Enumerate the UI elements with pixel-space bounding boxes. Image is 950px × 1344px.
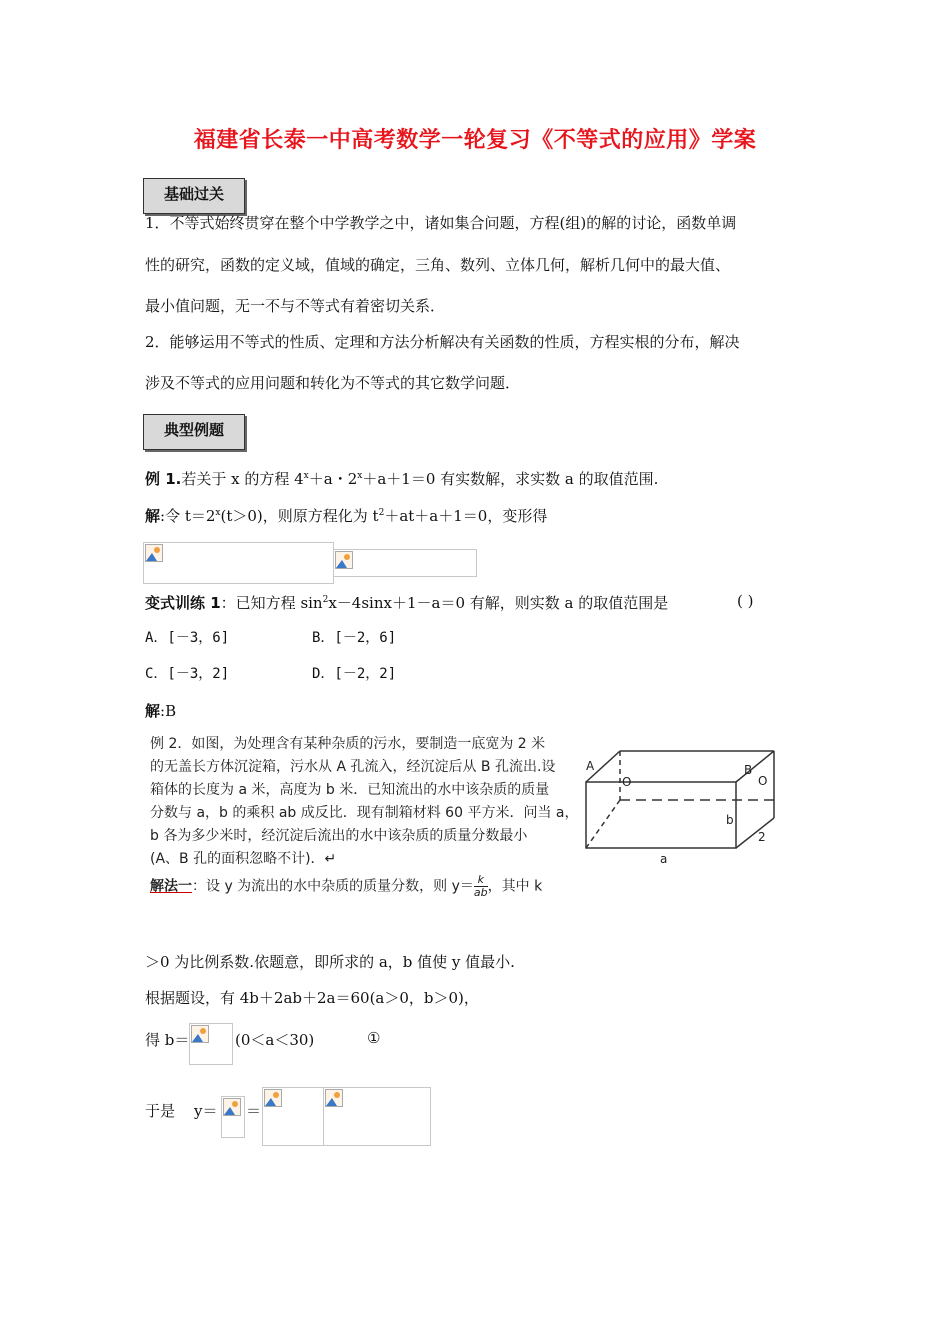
box-edge — [736, 818, 774, 848]
example1-text-c: ＋a＋1＝0 有实数解，求实数 a 的取值范围. — [362, 470, 659, 488]
solution-label: 解 — [145, 507, 161, 525]
broken-image-icon — [223, 1098, 241, 1116]
broken-image-icon — [325, 1089, 343, 1107]
example2-line6: (A、B 孔的面积忽略不计)．↵ — [150, 851, 337, 867]
continuation-line4-y: y＝ — [194, 1102, 218, 1120]
formula-image-placeholder — [189, 1023, 233, 1065]
example2-line3: 箱体的长度为 a 米，高度为 b 米．已知流出的水中该杂质的质量 — [150, 782, 550, 798]
label-B: B — [744, 763, 753, 777]
formula-image-placeholder — [262, 1087, 324, 1146]
example2-line5: b 各为多少米时，经沉淀后流出的水中该杂质的质量分数最小 — [150, 828, 528, 844]
example1-solution — [145, 505, 547, 526]
example1-sup1: x — [303, 471, 309, 481]
page-title: 福建省长泰一中高考数学一轮复习《不等式的应用》学案 — [193, 128, 757, 153]
para1-line2: 性的研究，函数的定义域，值域的确定，三角、数列、立体几何，解析几何中的最大值、 — [145, 256, 731, 274]
formula-image-placeholder — [143, 542, 334, 584]
label-a: a — [660, 852, 668, 866]
option-a: A．[－3，6] — [145, 630, 230, 646]
label-b: b — [726, 813, 734, 827]
example1-text-b: ＋a・2 — [308, 470, 358, 488]
fraction-numerator: k — [474, 874, 488, 887]
continuation-line3-start: 得 b＝ — [145, 1031, 190, 1049]
example2-solution — [150, 874, 542, 899]
equals-sign: ＝ — [246, 1102, 262, 1120]
example2-line2: 的无盖长方体沉淀箱，污水从 A 孔流入，经沉淀后从 B 孔流出.设 — [150, 759, 556, 775]
example1-sup2: x — [357, 471, 363, 481]
variant1-text-b: x－4sinx＋1－a＝0 有解，则实数 a 的取值范围是 — [328, 594, 669, 612]
solution-sup2: 2 — [378, 508, 385, 518]
example2-line4: 分数与 a，b 的乘积 ab 成反比．现有制箱材料 60 平方米．问当 a， — [150, 805, 579, 821]
solution-text-c: ＋at＋a＋1＝0，变形得 — [384, 507, 548, 525]
example1-text-a: 若关于 x 的方程 4 — [181, 470, 304, 488]
broken-image-icon — [145, 544, 163, 562]
broken-image-icon — [335, 551, 353, 569]
box-figure — [580, 745, 780, 870]
variant1-solution-label: 解 — [145, 702, 161, 720]
continuation-line3-range: (0＜a＜30) — [235, 1031, 315, 1049]
box-hidden-edge — [586, 800, 620, 848]
para2-line2: 涉及不等式的应用问题和转化为不等式的其它数学问题． — [145, 374, 521, 392]
continuation-line2: 根据题设，有 4b＋2ab＋2a＝60(a＞0，b＞0)， — [145, 989, 479, 1007]
solution-text-a: :令 t＝2 — [160, 507, 216, 525]
variant1-sup: 2 — [322, 595, 329, 605]
example2-solution-label: 解法一 — [150, 878, 192, 895]
para1-line3: 最小值问题，无一不与不等式有着密切关系． — [145, 297, 446, 315]
fraction-k-over-ab — [474, 874, 488, 899]
example2-line1: 例 2．如图，为处理含有某种杂质的污水，要制造一底宽为 2 米 — [150, 736, 546, 752]
formula-image-placeholder — [323, 1087, 431, 1146]
label-2: 2 — [758, 830, 766, 844]
label-O-left: O — [622, 775, 632, 789]
para1-line1: 1．不等式始终贯穿在整个中学教学之中，诸如集合问题，方程(组)的解的讨论，函数单调 — [145, 214, 737, 232]
para2-line1: 2．能够运用不等式的性质、定理和方法分析解决有关函数的性质，方程实根的分布，解决 — [145, 333, 740, 351]
solution-sup: x — [215, 508, 221, 518]
example2-block — [150, 733, 580, 871]
option-d: D．[－2，2] — [312, 666, 397, 682]
fraction-denominator: ab — [473, 886, 488, 899]
label-O-right: O — [758, 774, 768, 788]
variant1-solution — [145, 700, 176, 721]
broken-image-icon — [191, 1025, 209, 1043]
section-label-basics: 基础过关 — [143, 178, 245, 214]
option-c: C．[－3，2] — [145, 666, 230, 682]
continuation-line4-start: 于是 — [145, 1102, 176, 1120]
variant1-question — [145, 592, 668, 613]
formula-image-placeholder — [333, 549, 477, 577]
option-b: B．[－2，6] — [312, 630, 397, 646]
formula-image-placeholder — [221, 1096, 245, 1138]
example2-solution-tail: ，其中 k — [487, 878, 543, 895]
variant1-label: 变式训练 1 — [145, 594, 221, 612]
variant1-text-a: ：已知方程 sin — [220, 594, 323, 612]
example1-question — [145, 468, 658, 489]
label-A: A — [586, 759, 595, 773]
example2-solution-text: ：设 y 为流出的水中杂质的质量分数，则 y＝ — [192, 878, 474, 895]
example1-label: 例 1. — [145, 470, 182, 488]
continuation-line1: ＞0 为比例系数.依题意，即所求的 a，b 值使 y 值最小. — [145, 953, 515, 971]
solution-text-b: (t＞0)，则原方程化为 t — [220, 507, 379, 525]
answer-paren: ( ) — [737, 592, 754, 610]
box-edge — [736, 751, 774, 782]
equation-marker: ① — [367, 1029, 381, 1047]
broken-image-icon — [264, 1089, 282, 1107]
section-label-examples: 典型例题 — [143, 414, 245, 450]
variant1-solution-text: :B — [160, 702, 177, 720]
